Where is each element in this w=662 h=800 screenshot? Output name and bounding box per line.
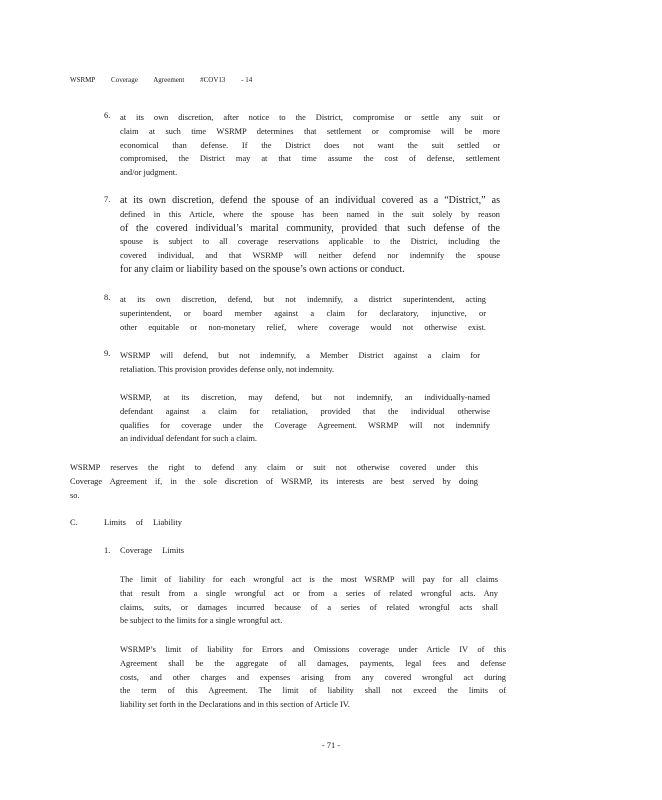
subsection-1-title: Coverage Limits: [120, 546, 185, 555]
item-7-text: [120, 194, 500, 277]
text-line: at its own discretion, after notice to the District, compromise or settle any suit or: [120, 113, 500, 122]
text-line: at its own discretion, defend, but not indemnify, a district superintendent, acting: [120, 295, 486, 304]
text-line: spouse is subject to all coverage reservations applicable to the District, including the: [120, 237, 500, 247]
text-line: defined in this Article, where the spouse has been named in the suit solely by reason: [120, 209, 500, 219]
text-line: Coverage Agreement if, in the sole discretion of WSRMP, its interests are best served by doing: [70, 476, 478, 486]
item-8-text: [120, 293, 486, 334]
text-line: WSRMP will defend, but not indemnify, a Member District against a claim for: [120, 351, 480, 360]
item-8-number: 8.: [104, 293, 111, 302]
text-line: superintendent, or board member against a claim for declaratory, injunctive, or: [120, 308, 486, 318]
text-line: other equitable or non-monetary relief, where coverage would not otherwise exist.: [120, 322, 486, 332]
text-line: compromised, the District may at that time assume the cost of defense, settlement: [120, 154, 500, 164]
header-doc: Coverage: [111, 76, 138, 84]
item-6-text: [120, 111, 500, 180]
running-header: [70, 76, 266, 84]
text-line: at its own discretion, defend the spouse of an individual covered as a “District,” as: [120, 195, 500, 206]
header-org: WSRMP: [70, 76, 96, 84]
text-line: costs, and other charges and expenses arising from any covered wrongful act during: [120, 672, 506, 682]
text-line: for any claim or liability based on the spouse’s own actions or conduct.: [120, 263, 405, 275]
header-type: Agreement: [153, 76, 185, 84]
text-line: be subject to the limits for a single wrongful act.: [120, 616, 283, 626]
text-line: qualifies for coverage under the Coverage Agreement. WSRMP will not indemnify: [120, 420, 490, 430]
item-9-paragraph-2: [120, 391, 490, 446]
section-c-title: Limits of Liability: [104, 518, 182, 527]
text-line: an individual defendant for such a claim.: [120, 434, 257, 444]
text-line: WSRMP, at its discretion, may defend, but not indemnify, an individually-named: [120, 393, 490, 402]
item-6-number: 6.: [104, 111, 111, 120]
header-code: #COV13: [200, 76, 226, 84]
text-line: and/or judgment.: [120, 168, 178, 178]
section-c-letter: C.: [70, 518, 78, 527]
text-line: WSRMP’s limit of liability for Errors and Omissions coverage under Article IV of this: [120, 645, 506, 654]
item-9-number: 9.: [104, 349, 111, 358]
text-line: the term of this Agreement. The limit of liability shall not exceed the limits of: [120, 686, 506, 696]
text-line: claim at such time WSRMP determines that settlement or compromise will be more: [120, 126, 500, 136]
coverage-limits-paragraph-1: [120, 573, 498, 628]
page-number: - 71 -: [321, 741, 341, 750]
text-line: covered individual, and that WSRMP will neither defend nor indemnify the spouse: [120, 251, 500, 261]
header-seq: - 14: [241, 76, 253, 84]
text-line: retaliation. This provision provides defense only, not indemnity.: [120, 364, 335, 374]
text-line: liability set forth in the Declarations and in this section of Article IV.: [120, 700, 350, 710]
subsection-1-number: 1.: [104, 546, 111, 555]
text-line: so.: [70, 490, 80, 500]
item-9-text: [120, 349, 480, 377]
text-line: defendant against a claim for retaliation, provided that the individual otherwise: [120, 406, 490, 416]
coverage-limits-paragraph-2: [120, 643, 506, 712]
item-7-number: 7.: [104, 195, 111, 204]
text-line: economical than defense. If the District does not want the suit settled or: [120, 140, 500, 150]
reservation-paragraph: [70, 461, 478, 502]
text-line: of the covered individual’s marital community, provided that such defense of the: [120, 222, 500, 234]
text-line: The limit of liability for each wrongful act is the most WSRMP will pay for all claims: [120, 575, 498, 584]
text-line: WSRMP reserves the right to defend any claim or suit not otherwise covered under this: [70, 463, 478, 472]
text-line: that result from a single wrongful act or from a series of related wrongful acts. Any: [120, 588, 498, 598]
text-line: claims, suits, or damages incurred because of a series of related wrongful acts shall: [120, 602, 498, 612]
text-line: Agreement shall be the aggregate of all damages, payments, legal fees and defense: [120, 658, 506, 668]
